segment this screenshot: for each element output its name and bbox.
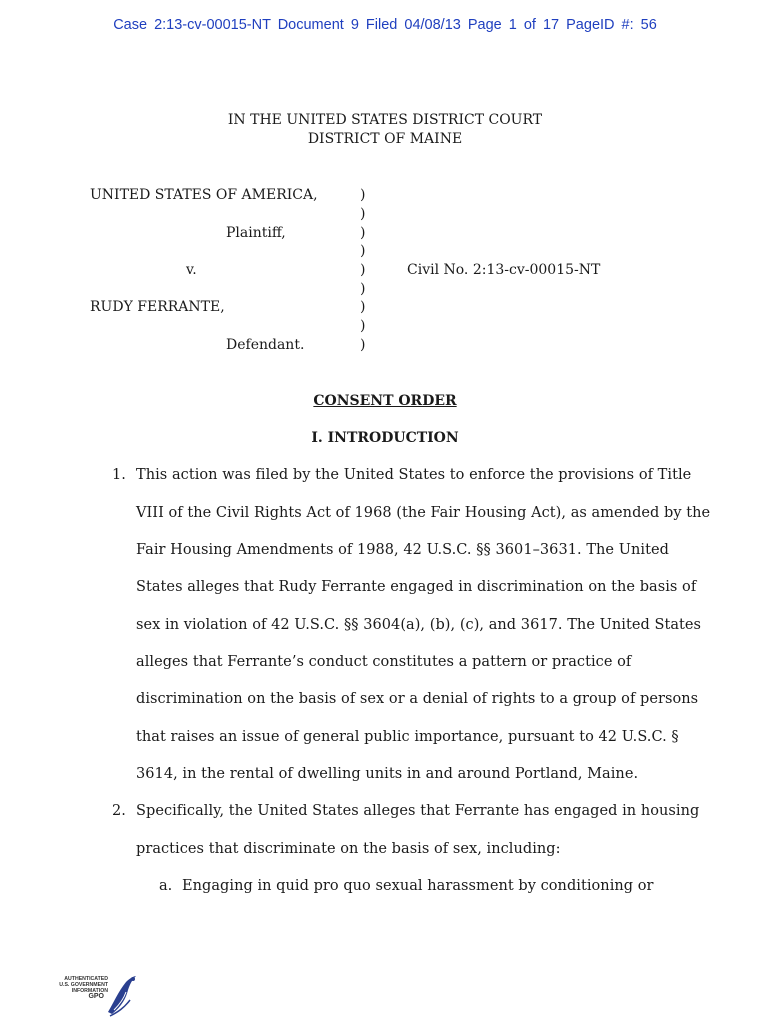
civil-number: Civil No. 2:13-cv-00015-NT bbox=[407, 262, 601, 278]
filing-header bbox=[0, 17, 770, 33]
filed-date: Filed 04/08/13 bbox=[365, 17, 461, 33]
plaintiff-role: Plaintiff, bbox=[226, 225, 286, 241]
document-number: Document 9 bbox=[277, 17, 359, 33]
eagle-icon bbox=[104, 972, 138, 1018]
court-district: DISTRICT OF MAINE bbox=[307, 131, 463, 147]
caption-paren: ) bbox=[360, 243, 366, 259]
page-indicator: Page 1 of 17 bbox=[467, 17, 560, 33]
paragraph-number: 2. bbox=[112, 803, 126, 819]
subitem-line: Engaging in quid pro quo sexual harassment by conditioning or bbox=[182, 878, 654, 894]
court-name: IN THE UNITED STATES DISTRICT COURT bbox=[227, 112, 543, 128]
paragraph-line: Specifically, the United States alleges that Ferrante has engaged in housing bbox=[136, 803, 700, 819]
caption-paren: ) bbox=[360, 187, 366, 203]
versus: v. bbox=[186, 262, 197, 278]
case-number: Case 2:13-cv-00015-NT bbox=[113, 17, 271, 33]
caption-paren: ) bbox=[360, 337, 366, 353]
paragraph-line: VIII of the Civil Rights Act of 1968 (the Fair Housing Act), as amended by the bbox=[136, 505, 711, 521]
gpo-logo-text bbox=[44, 976, 108, 1000]
subitem-letter: a. bbox=[159, 878, 173, 894]
caption-paren: ) bbox=[360, 206, 366, 222]
caption-paren: ) bbox=[360, 225, 366, 241]
caption-paren: ) bbox=[360, 262, 366, 278]
caption-paren: ) bbox=[360, 318, 366, 334]
paragraph-number: 1. bbox=[112, 467, 126, 483]
plaintiff-name: UNITED STATES OF AMERICA, bbox=[90, 187, 318, 203]
document-title bbox=[0, 393, 770, 409]
paragraph-line: Fair Housing Amendments of 1988, 42 U.S.C. §§ 3601–3631. The United bbox=[136, 542, 669, 558]
paragraph-line: States alleges that Rudy Ferrante engaged in discrimination on the basis of bbox=[136, 579, 697, 595]
paragraph-line: This action was filed by the United States to enforce the provisions of Title bbox=[136, 467, 692, 483]
paragraph-line: that raises an issue of general public importance, pursuant to 42 U.S.C. § bbox=[136, 729, 679, 745]
gpo-line-3: INFORMATION bbox=[71, 988, 108, 994]
section-heading: I. INTRODUCTION bbox=[311, 430, 459, 446]
paragraph-line: alleges that Ferrante’s conduct constitutes a pattern or practice of bbox=[136, 654, 632, 670]
document-title-text: CONSENT ORDER bbox=[313, 393, 457, 409]
gpo-line-2: U.S. GOVERNMENT bbox=[59, 982, 108, 988]
paragraph-line: sex in violation of 42 U.S.C. §§ 3604(a), (b), (c), and 3617. The United States bbox=[136, 617, 702, 633]
gpo-mark: GPO bbox=[88, 993, 104, 1000]
page-id: PageID #: 56 bbox=[566, 17, 657, 33]
defendant-role: Defendant. bbox=[226, 337, 305, 353]
gpo-authentication-logo bbox=[44, 972, 134, 1018]
defendant-name: RUDY FERRANTE, bbox=[90, 299, 225, 315]
paragraph-line: 3614, in the rental of dwelling units in and around Portland, Maine. bbox=[136, 766, 639, 782]
paragraph-line: practices that discriminate on the basis of sex, including: bbox=[136, 841, 561, 857]
gpo-line-1: AUTHENTICATED bbox=[64, 976, 108, 982]
paragraph-line: discrimination on the basis of sex or a denial of rights to a group of persons bbox=[136, 691, 699, 707]
caption-paren: ) bbox=[360, 281, 366, 297]
caption-paren: ) bbox=[360, 299, 366, 315]
